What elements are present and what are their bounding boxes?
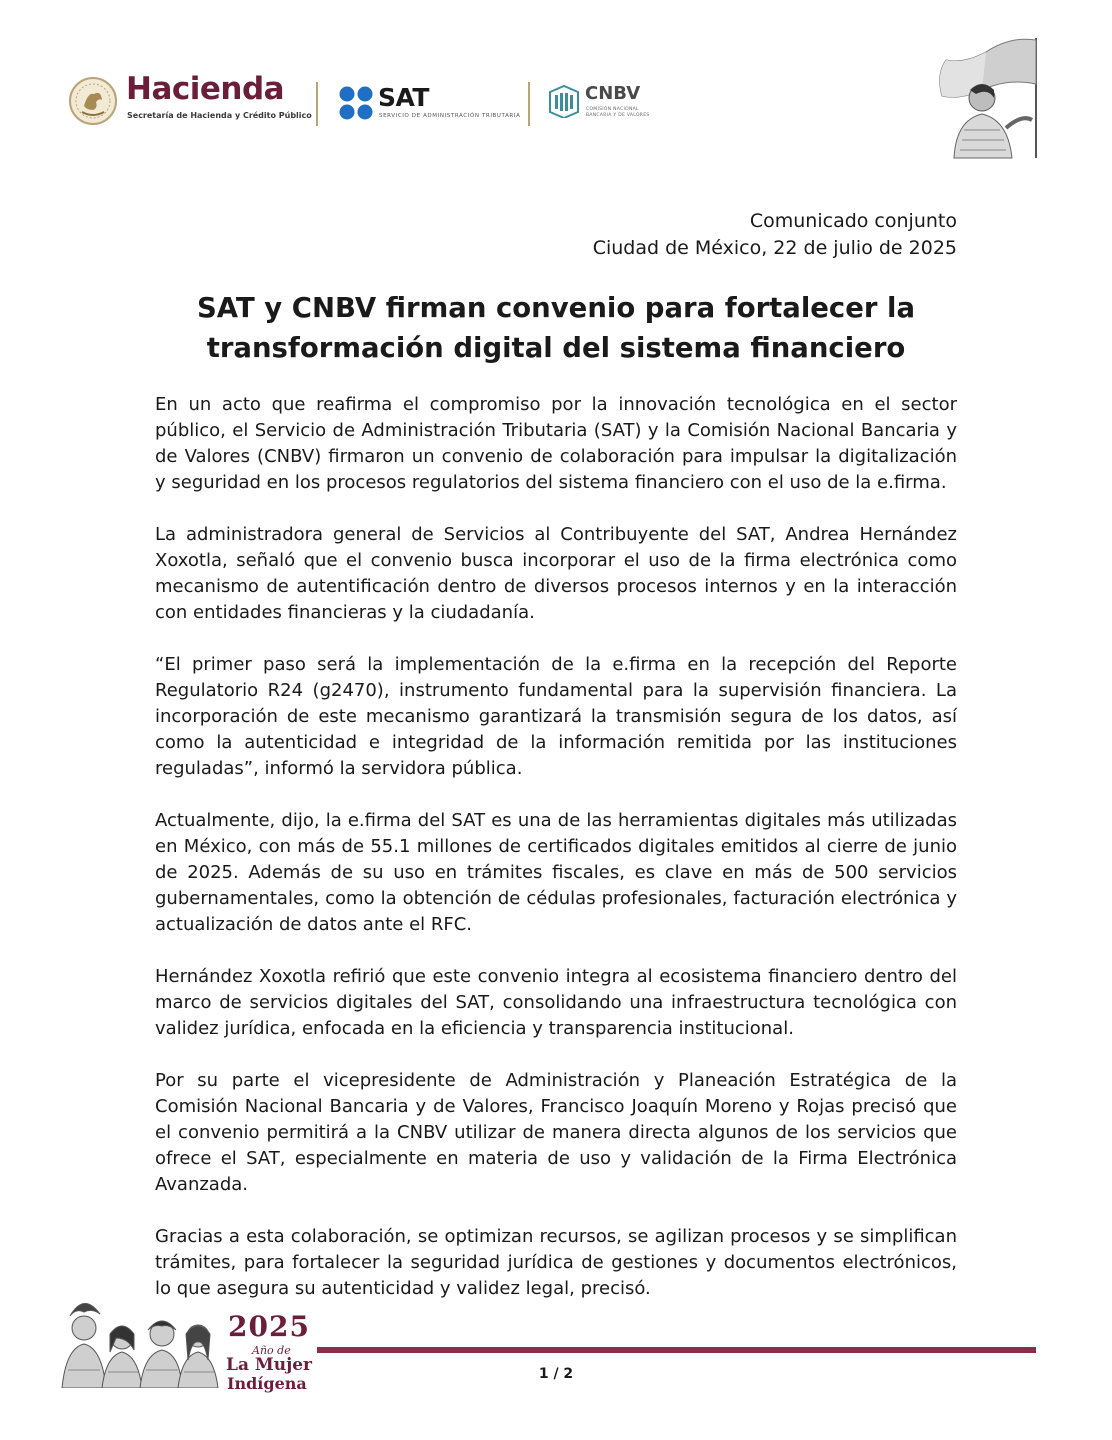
paragraph: “El primer paso será la implementación de la e.firma en la recepción del Reporte Regulatorio R24 (g2470), instrumento fundamental para la supervisión financiera. La incorporación de este mecanismo garantizará la transmisión segura de los datos, así como la autenticidad e integridad de la información remitida por las instituciones reguladas”, informó la servidora pública. — [155, 654, 957, 779]
dateline — [593, 208, 957, 262]
hacienda-logo — [68, 71, 312, 131]
indigenous-women-illustration — [58, 1286, 220, 1388]
sat-subtitle: SERVICIO DE ADMINISTRACIÓN TRIBUTARIA — [379, 113, 521, 119]
cnbv-mark-icon — [547, 84, 581, 118]
cnbv-wordmark: CNBV — [585, 83, 641, 104]
page-number: 1 / 2 — [538, 1366, 574, 1382]
sat-wordmark: SAT — [378, 83, 429, 112]
year-number: 2025 — [228, 1310, 310, 1343]
year-theme-line2: Indígena — [227, 1374, 307, 1393]
hacienda-subtitle: Secretaría de Hacienda y Crédito Público — [127, 111, 312, 120]
footer-rule — [317, 1347, 1036, 1353]
logo-divider — [316, 82, 318, 126]
place-and-date: Ciudad de México, 22 de julio de 2025 — [592, 237, 957, 259]
paragraph: Por su parte el vicepresidente de Administración y Planeación Estratégica de la Comisión Nacional Bancaria y de Valores, Francisco Joaquín Moreno y Rojas precisó que el convenio permitirá a la CNBV utilizar de manera directa algunos de los servicios que ofrece el SAT, especialmente en materia de uso y validación de la Firma Electrónica Avanzada. — [155, 1070, 957, 1195]
paragraph: En un acto que reafirma el compromiso por la innovación tecnológica en el sector público, el Servicio de Administración Tributaria (SAT) y la Comisión Nacional Bancaria y de Valores (CNBV) firmaron un convenio de colaboración para impulsar la digitalización y seguridad en los procesos regulatorios del sistema financiero con el uso de la e.firma. — [155, 394, 957, 493]
sat-dots-icon — [338, 85, 374, 121]
sat-logo — [338, 83, 521, 123]
letterhead — [0, 0, 1112, 180]
heroine-illustration — [924, 34, 1050, 160]
document-type: Comunicado conjunto — [749, 210, 957, 232]
national-seal-icon — [68, 76, 118, 126]
logo-divider — [528, 82, 530, 126]
paragraph: La administradora general de Servicios al Contribuyente del SAT, Andrea Hernández Xoxotla, señaló que el convenio busca incorporar el uso de la firma electrónica como mecanismo de autentificación dentro de diversos procesos internos y en la interacción con entidades financieras y la ciudadanía. — [155, 524, 957, 623]
paragraph: Actualmente, dijo, la e.firma del SAT es una de las herramientas digitales más utilizadas en México, con más de 55.1 millones de certificados digitales emitidos al cierre de junio de 2025. Además de su uso en trámites fiscales, es clave en más de 500 servicios gubernamentales, como la obtención de cédulas profesionales, facturación electrónica y actualización de datos ante el RFC. — [155, 810, 957, 935]
year-emblem — [224, 1310, 314, 1393]
press-release-body — [155, 392, 957, 1328]
year-theme-line1: La Mujer — [226, 1355, 312, 1375]
paragraph: Gracias a esta colaboración, se optimizan recursos, se agilizan procesos y se simplifican trámites, para fortalecer la seguridad jurídica de gestiones y documentos electrónicos, lo que asegura su autenticidad y validez legal, precisó. — [155, 1226, 957, 1299]
hacienda-wordmark: Hacienda — [126, 71, 285, 107]
year-label: Año de — [252, 1344, 291, 1357]
paragraph: Hernández Xoxotla refirió que este convenio integra al ecosistema financiero dentro del marco de servicios digitales del SAT, consolidando una infraestructura tecnológica con validez jurídica, enfocada en la eficiencia y transparencia institucional. — [155, 966, 957, 1039]
headline: SAT y CNBV firman convenio para fortalecer la transformación digital del sistema financiero — [196, 292, 916, 364]
cnbv-logo — [547, 82, 667, 124]
cnbv-subtitle: COMISIÓN NACIONAL BANCARIA Y DE VALORES — [586, 107, 650, 118]
